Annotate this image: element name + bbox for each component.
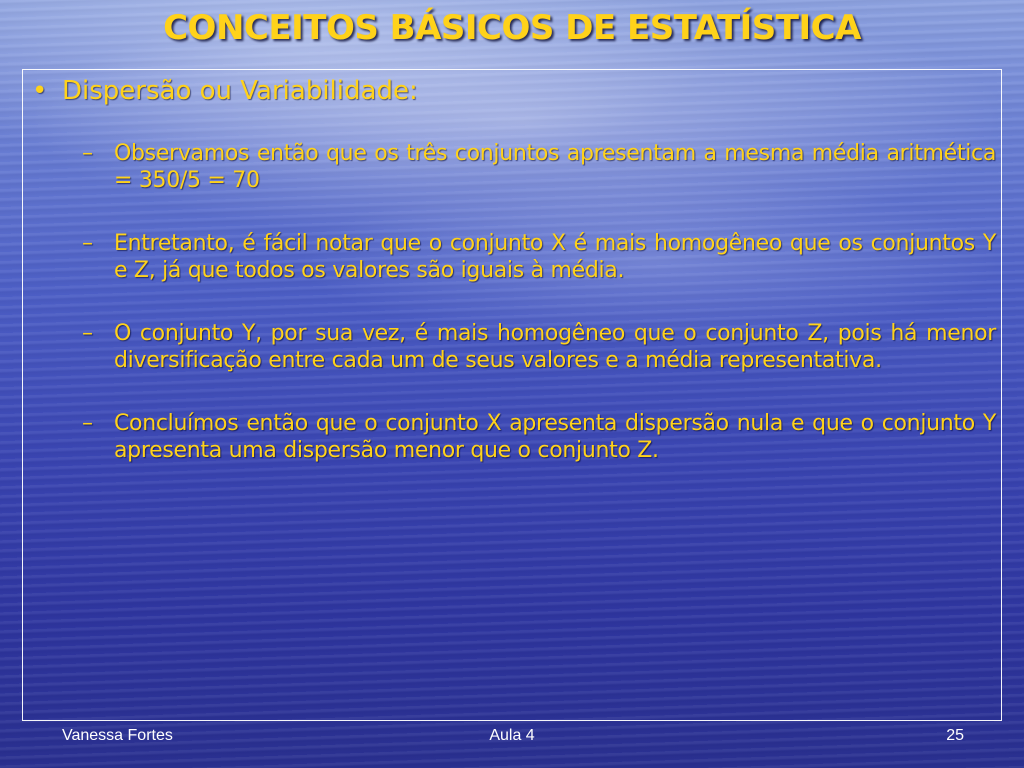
- sub-item: [82, 320, 996, 374]
- footer-author: Vanessa Fortes: [62, 727, 173, 744]
- dash-marker: –: [82, 411, 93, 436]
- sub-item-text: O conjunto Y, por sua vez, é mais homogêneo que o conjunto Z, pois há menor diversificação entre cada um de seus valores e a média representativa.: [114, 321, 996, 373]
- sub-item-text: Entretanto, é fácil notar que o conjunto X é mais homogêneo que os conjuntos Y e Z, já que todos os valores são iguais à média.: [114, 231, 996, 283]
- dash-marker: –: [82, 231, 93, 256]
- slide-title: CONCEITOS BÁSICOS DE ESTATÍSTICA: [163, 8, 861, 48]
- sub-item: [82, 140, 996, 194]
- sub-item-text: Observamos então que os três conjuntos apresentam a mesma média aritmética = 350/5 = 70: [114, 141, 996, 193]
- sub-item: [82, 410, 996, 464]
- footer-lesson: Aula 4: [489, 727, 535, 744]
- sub-list: [82, 140, 996, 500]
- bullet-marker: •: [32, 76, 48, 106]
- dash-marker: –: [82, 141, 93, 166]
- sub-item-text: Concluímos então que o conjunto X apresenta dispersão nula e que o conjunto Y apresenta uma dispersão menor que o conjunto Z.: [114, 411, 996, 463]
- dash-marker: –: [82, 321, 93, 346]
- footer-page-number: 25: [946, 727, 964, 744]
- main-bullet: [32, 76, 418, 106]
- bullet-text: Dispersão ou Variabilidade:: [62, 76, 418, 106]
- sub-item: [82, 230, 996, 284]
